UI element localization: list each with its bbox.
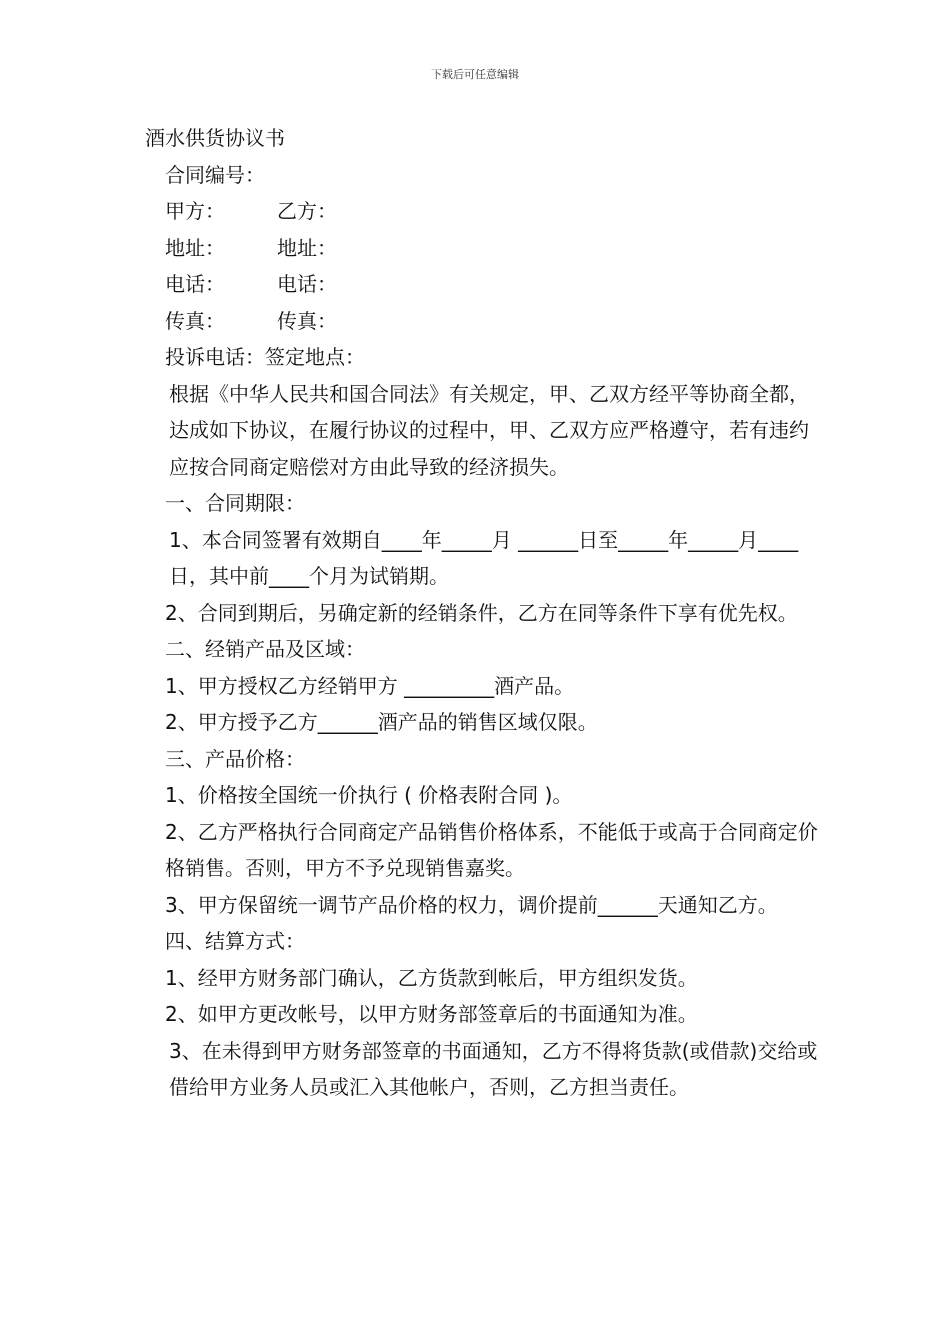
section-4-item-3: 3、在未得到甲方财务部签章的书面通知，乙方不得将货款(或借款)交给或借给甲方业务人员或汇入其他帐户，否则，乙方担当责任。 bbox=[169, 1038, 818, 1099]
party-a-name-label: 甲方： bbox=[165, 199, 225, 223]
section-2-item-2: 2、甲方授予乙方______酒产品的销售区域仅限。 bbox=[165, 710, 598, 734]
document-body bbox=[145, 120, 820, 1106]
section-2-item-1: 1、甲方授权乙方经销甲方 _________酒产品。 bbox=[165, 673, 575, 698]
section-4-item-2: 2、如甲方更改帐号，以甲方财务部签章后的书面通知为准。 bbox=[165, 1002, 698, 1026]
section-1-item-2: 2、合同到期后，另确定新的经销条件，乙方在同等条件下享有优先权。 bbox=[165, 600, 798, 625]
section-3-item-3: 3、甲方保留统一调节产品价格的权力，调价提前______天通知乙方。 bbox=[165, 892, 778, 917]
party-b-phone-label: 电话： bbox=[277, 272, 337, 296]
party-b-address-label: 地址： bbox=[277, 235, 337, 260]
party-a-phone-label: 电话： bbox=[165, 272, 225, 296]
contract-number-line: 合同编号： bbox=[165, 162, 265, 187]
section-3-heading: 三、产品价格： bbox=[165, 746, 305, 771]
section-3-item-2: 2、乙方严格执行合同商定产品销售价格体系，不能低于或高于合同商定价格销售。否则，甲方不予兑现销售嘉奖。 bbox=[165, 819, 818, 880]
section-4-heading: 四、结算方式： bbox=[165, 929, 305, 953]
section-2-heading: 二、经销产品及区域： bbox=[165, 637, 365, 661]
page-header-note: 下载后可任意编辑 bbox=[431, 68, 519, 81]
party-row-phone bbox=[145, 266, 820, 303]
party-row-fax bbox=[145, 303, 820, 340]
party-a-fax-label: 传真： bbox=[165, 308, 225, 333]
section-1-item-1: 1、本合同签署有效期自____年_____月 ______日至_____年_____月____日，其中前____个月为试销期。 bbox=[169, 527, 799, 588]
party-b-fax-label: 传真： bbox=[277, 308, 337, 333]
section-4-item-1: 1、经甲方财务部门确认，乙方货款到帐后，甲方组织发货。 bbox=[165, 965, 698, 990]
complaint-and-location-line: 投诉电话：签定地点： bbox=[165, 345, 365, 369]
party-row-name bbox=[145, 193, 820, 230]
section-3-item-1: 1、价格按全国统一价执行 ( 价格表附合同 )。 bbox=[165, 783, 573, 807]
intro-paragraph: 根据《中华人民共和国合同法》有关规定，甲、乙双方经平等协商全都，达成如下协议，在履行协议的过程中，甲、乙双方应严格遵守，若有违约应按合同商定赔偿对方由此导致的经济损失。 bbox=[169, 381, 809, 479]
party-a-address-label: 地址： bbox=[165, 235, 225, 260]
party-b-name-label: 乙方： bbox=[277, 199, 337, 223]
party-row-address bbox=[145, 230, 820, 267]
document-title: 酒水供货协议书 bbox=[145, 126, 285, 150]
section-1-heading: 一、合同期限： bbox=[165, 491, 305, 515]
